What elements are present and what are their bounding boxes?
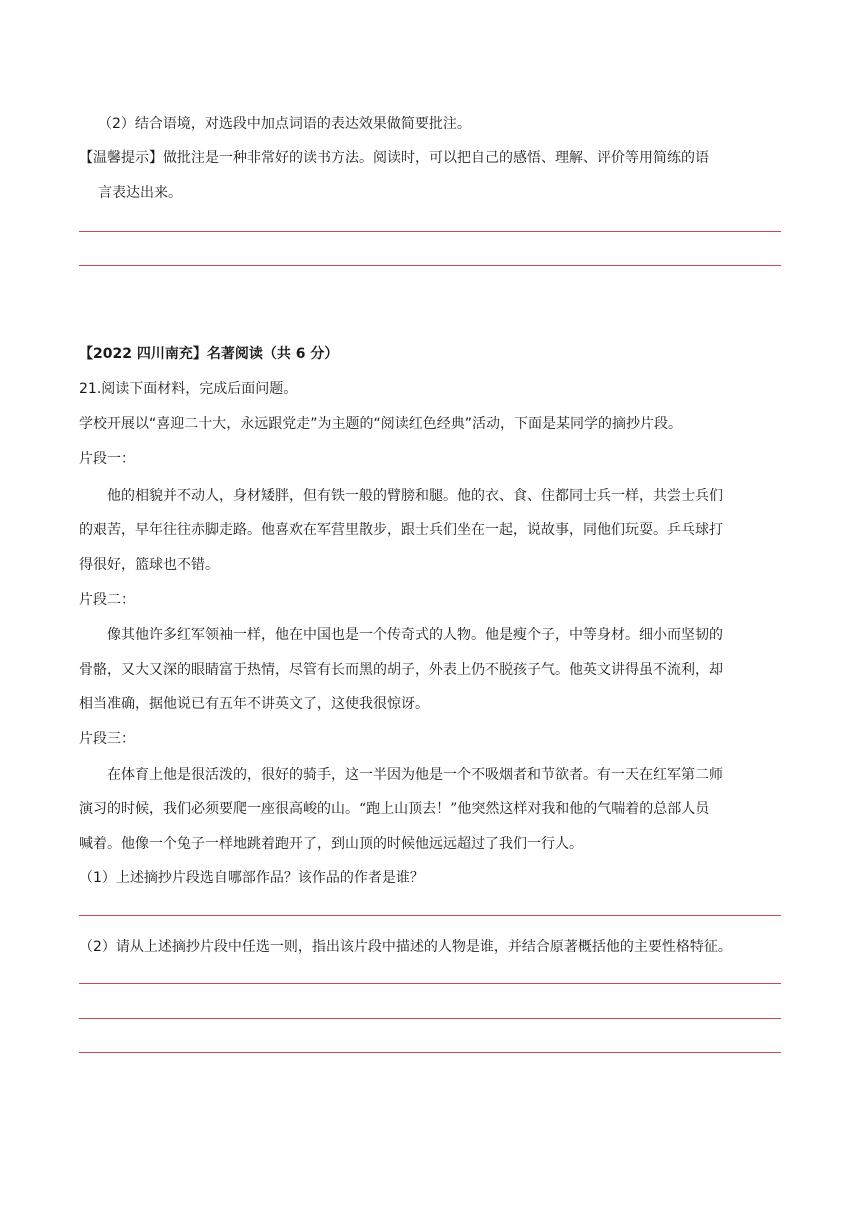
fragment-1-label: 片段一： [79, 451, 135, 467]
question-2: （2）请从上述摘抄片段中任选一则，指出该片段中描述的人物是谁，并结合原著概括他的主要性格特征。 [79, 939, 732, 955]
answer-line [79, 265, 781, 266]
tip-text-line-1: 【温馨提示】做批注是一种非常好的读书方法。阅读时，可以把自己的感悟、理解、评价等用简练的语 [79, 150, 709, 166]
fragment-3-label: 片段三： [79, 731, 135, 747]
fragment-1-line: 的艰苦，早年往往赤脚走路。他喜欢在军营里散步，跟士兵们坐在一起，说故事，同他们玩耍。乒乓球打 [79, 522, 723, 538]
tip-text-line-2: 言表达出来。 [98, 185, 182, 201]
fragment-2-line: 像其他许多红军领袖一样，他在中国也是一个传奇式的人物。他是瘦个子，中等身材。细小而坚韧的 [107, 627, 723, 643]
question-2-prompt: （2）结合语境，对选段中加点词语的表达效果做简要批注。 [98, 116, 471, 132]
fragment-3-line: 演习的时候，我们必须要爬一座很高峻的山。“跑上山顶去！”他突然这样对我和他的气喘着的总部人员 [79, 801, 710, 817]
fragment-3-line: 在体育上他是很活泼的，很好的骑手，这一半因为他是一个不吸烟者和节欲者。有一天在红军第二师 [107, 767, 723, 783]
answer-line [79, 1052, 781, 1053]
answer-line [79, 1018, 781, 1019]
answer-line [79, 983, 781, 984]
activity-context: 学校开展以“喜迎二十大，永远跟党走”为主题的“阅读红色经典”活动，下面是某同学的摘抄片段。 [79, 416, 683, 432]
fragment-1-line: 得很好，篮球也不错。 [79, 557, 219, 573]
fragment-1-line: 他的相貌并不动人，身材矮胖，但有铁一般的臂膀和腿。他的衣、食、住都同士兵一样，共尝士兵们 [107, 488, 723, 504]
section-header: 【2022 四川南充】名著阅读（共 6 分） [79, 346, 339, 362]
fragment-2-label: 片段二： [79, 592, 135, 608]
fragment-2-line: 相当准确，据他说已有五年不讲英文了，这使我很惊讶。 [79, 696, 429, 712]
question-1: （1）上述摘抄片段选自哪部作品？该作品的作者是谁？ [79, 870, 424, 886]
answer-line [79, 915, 781, 916]
answer-line [79, 231, 781, 232]
fragment-3-line: 喊着。他像一个兔子一样地跳着跑开了，到山顶的时候他远远超过了我们一行人。 [79, 836, 583, 852]
question-intro: 21.阅读下面材料，完成后面问题。 [79, 381, 298, 397]
fragment-2-line: 骨骼，又大又深的眼睛富于热情，尽管有长而黑的胡子，外表上仍不脱孩子气。他英文讲得虽不流利，却 [79, 662, 723, 678]
